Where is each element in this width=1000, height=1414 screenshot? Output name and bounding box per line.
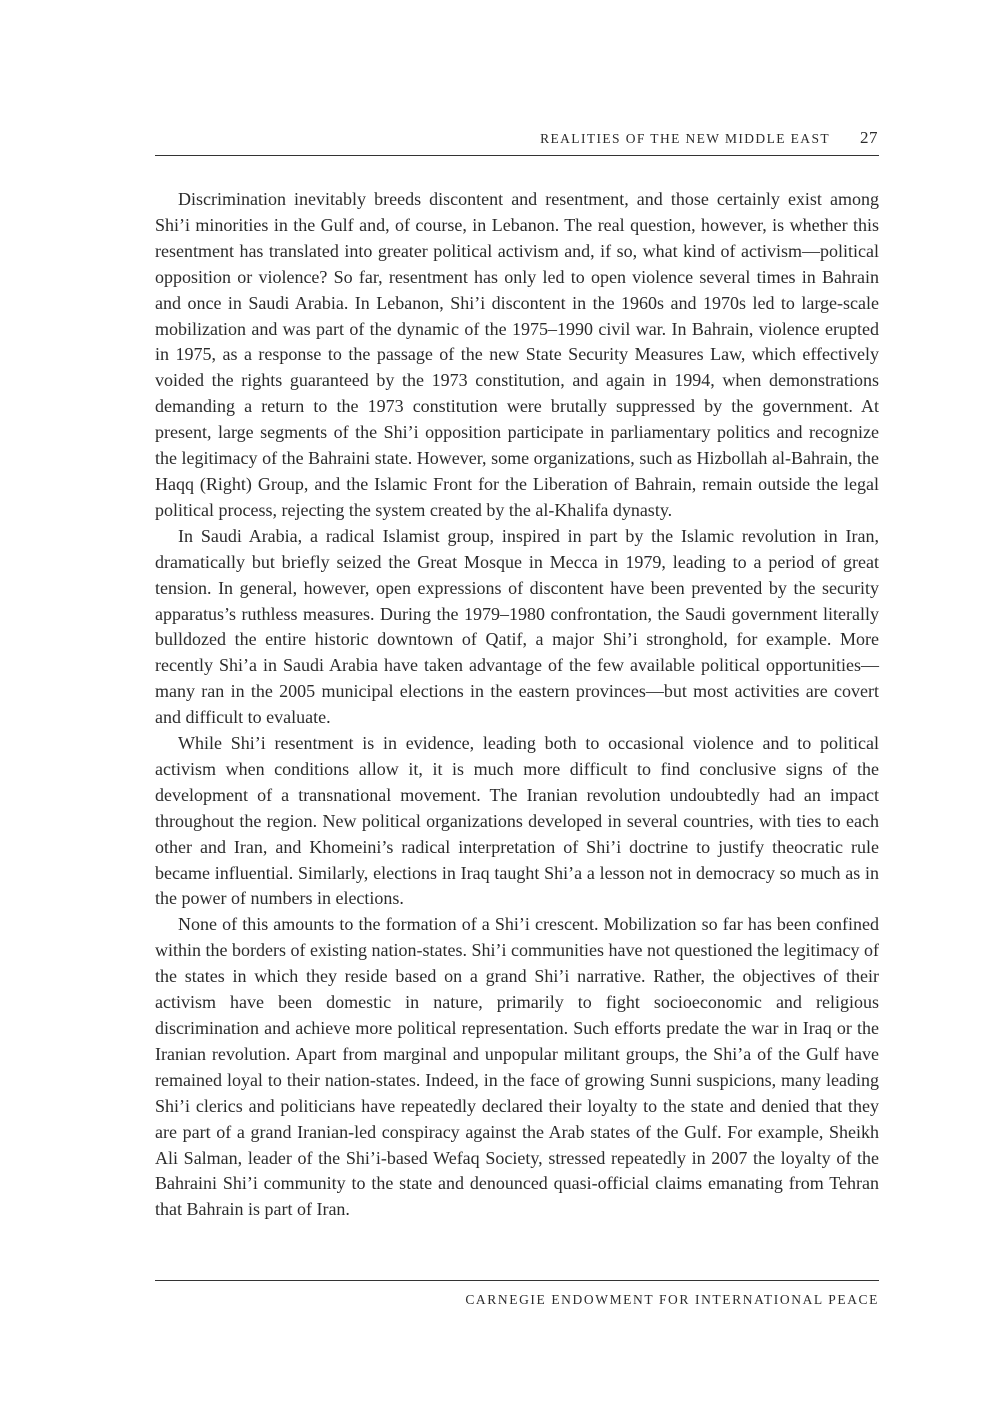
paragraph: While Shi’i resentment is in evidence, leading both to occasional violence and to political activism when conditions allow it, it is much more difficult to find conclusive signs of the development of a transnational movement. The Iranian revolution undoubtedly had an impact throughout the region. New political organizations developed in several countries, with ties to each other and Iran, and Khomeini’s radical interpretation of Shi’i doctrine to justify theocratic rule became influential. Similarly, elections in Iraq taught Shi’a a lesson not in democracy so much as in the power of numbers in elections. [155, 733, 879, 909]
publisher-footer: CARNEGIE ENDOWMENT FOR INTERNATIONAL PEACE [465, 1292, 879, 1307]
paragraph: In Saudi Arabia, a radical Islamist group, inspired in part by the Islamic revolution in Iran, dramatically but briefly seized the Great Mosque in Mecca in 1979, leading to a period of great tension. In general, however, open expressions of discontent have been prevented by the security apparatus’s ruthless measures. During the 1979–1980 confrontation, the Saudi government literally bulldozed the entire historic downtown of Qatif, a major Shi’i stronghold, for example. More recently Shi’a in Saudi Arabia have taken advantage of the few available political opportunities—many ran in the 2005 municipal elections in the eastern provinces—but most activities are covert and difficult to evaluate. [155, 525, 879, 728]
paragraph: Discrimination inevitably breeds discontent and resentment, and those certainly exist among Shi’i minorities in the Gulf and, of course, in Lebanon. The real question, however, is whether this resentment has translated into greater political activism and, if so, what kind of activism—political opposition or violence? So far, resentment has only led to open violence several times in Bahrain and once in Saudi Arabia. In Lebanon, Shi’i discontent in the 1960s and 1970s led to large-scale mobilization and was part of the dynamic of the 1975–1990 civil war. In Bahrain, violence erupted in 1975, as a response to the passage of the new State Security Measures Law, which effectively voided the rights guaranteed by the 1973 constitution, and again in 1994, when demonstrations demanding a return to the 1973 constitution were brutally suppressed by the government. At present, large segments of the Shi’i opposition participate in parliamentary politics and recognize the legitimacy of the Bahraini state. However, some organizations, such as Hizbollah al-Bahrain, the Haqq (Right) Group, and the Islamic Front for the Liberation of Bahrain, remain outside the legal political process, rejecting the system created by the al-Khalifa dynasty. [155, 189, 879, 520]
page-number: 27 [860, 128, 878, 147]
paragraph: None of this amounts to the formation of a Shi’i crescent. Mobilization so far has been confined within the borders of existing nation-states. Shi’i communities have not questioned the legitimacy of the states in which they reside based on a grand Shi’i narrative. Rather, the objectives of their activism have been domestic in nature, primarily to fight socioeconomic and religious discrimination and achieve more political representation. Such efforts predate the war in Iraq or the Iranian revolution. Apart from marginal and unpopular militant groups, the Shi’a of the Gulf have remained loyal to their nation-states. Indeed, in the face of growing Sunni suspicions, many leading Shi’i clerics and politicians have repeatedly declared their loyalty to the state and denied that they are part of a grand Iranian-led conspiracy against the Arab states of the Gulf. For example, Sheikh Ali Salman, leader of the Shi’i-based Wefaq Society, stressed repeatedly in 2007 the loyalty of the Bahraini Shi’i community to the state and denounced quasi-official claims emanating from Tehran that Bahrain is part of Iran. [155, 914, 879, 1220]
footer-rule [155, 1280, 879, 1281]
running-title: REALITIES OF THE NEW MIDDLE EAST [540, 131, 830, 146]
running-header [155, 128, 878, 152]
header-rule [155, 155, 879, 156]
body-text [155, 187, 879, 1223]
